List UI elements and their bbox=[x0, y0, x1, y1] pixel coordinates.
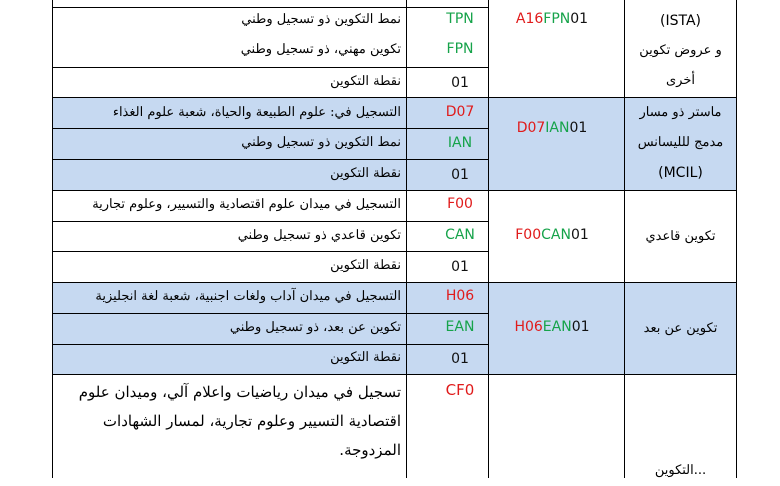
row-description: نمط التكوين ذو تسجيل وطني bbox=[241, 135, 401, 150]
row-description: نقطة التكوين bbox=[330, 258, 401, 273]
row-divider bbox=[52, 313, 488, 314]
group-code-h06ean01: H06EAN01 bbox=[514, 319, 590, 335]
row-description: التسجيل في ميدان آداب ولغات اجنبية، شعبة لغة انجليزية bbox=[95, 289, 401, 304]
row-description: نقطة التكوين bbox=[330, 74, 401, 89]
row-divider bbox=[52, 67, 488, 68]
row-description: تكوين مهني، ذو تسجيل وطني bbox=[240, 42, 401, 57]
codes-table bbox=[52, 0, 737, 478]
row-description: نمط التكوين ذو تسجيل وطني bbox=[241, 12, 401, 27]
row-code: IAN bbox=[447, 135, 473, 151]
row-description: نقطة التكوين bbox=[330, 350, 401, 365]
row-description: التسجيل في: علوم الطبيعة والحياة، شعبة علوم الغذاء bbox=[112, 105, 401, 120]
row-code: 01 bbox=[451, 351, 469, 367]
row-description-multiline: تسجيل في ميدان رياضيات واعلام آلي، وميدان علوم اقتصادية التسيير وعلوم تجارية، لمسار الشهادات المزدوجة. bbox=[78, 383, 401, 459]
group-code-d07ian01: D07IAN01 bbox=[516, 120, 588, 136]
row-code: CF0 bbox=[445, 381, 475, 399]
row-code: H06 bbox=[445, 288, 475, 304]
row-code: 01 bbox=[451, 259, 469, 275]
row-divider bbox=[52, 7, 488, 8]
group-label-ista: (ISTA) و عروض تكوين أخرى bbox=[639, 13, 722, 88]
row-divider bbox=[52, 251, 488, 252]
row-divider bbox=[52, 221, 488, 222]
row-divider bbox=[52, 344, 488, 345]
row-description: نقطة التكوين bbox=[330, 166, 401, 181]
group-label-mcil: ماستر ذو مسار مدمج للليسانس (MCIL) bbox=[637, 105, 724, 181]
row-divider bbox=[52, 159, 488, 160]
row-code: TPN bbox=[446, 11, 474, 27]
row-description: تكوين قاعدي ذو تسجيل وطني bbox=[237, 228, 401, 243]
row-code: 01 bbox=[451, 167, 469, 183]
row-divider bbox=[52, 282, 737, 283]
row-code: F00 bbox=[447, 196, 473, 212]
column-divider bbox=[406, 0, 407, 478]
row-description: التسجيل في ميدان علوم اقتصادية والتسيير، وعلوم تجارية bbox=[92, 197, 401, 212]
table-border-left bbox=[52, 0, 53, 478]
group-code-a16fpn01: A16FPN01 bbox=[515, 11, 589, 27]
row-divider bbox=[52, 374, 737, 375]
row-code: FPN bbox=[446, 41, 474, 57]
row-code: D07 bbox=[445, 104, 475, 120]
row-code: CAN bbox=[445, 227, 475, 243]
row-code: 01 bbox=[451, 75, 469, 91]
row-description: تكوين عن بعد، ذو تسجيل وطني bbox=[229, 320, 401, 335]
row-divider bbox=[52, 190, 737, 191]
group-code-f00can01: F00CAN01 bbox=[515, 227, 589, 243]
group-label-basic-training: تكوين قاعدي bbox=[645, 229, 716, 244]
row-divider bbox=[52, 128, 488, 129]
row-code: EAN bbox=[445, 319, 475, 335]
group-label-partial: ...التكوين bbox=[654, 463, 707, 478]
group-label-distance-learning: تكوين عن بعد bbox=[643, 321, 718, 336]
